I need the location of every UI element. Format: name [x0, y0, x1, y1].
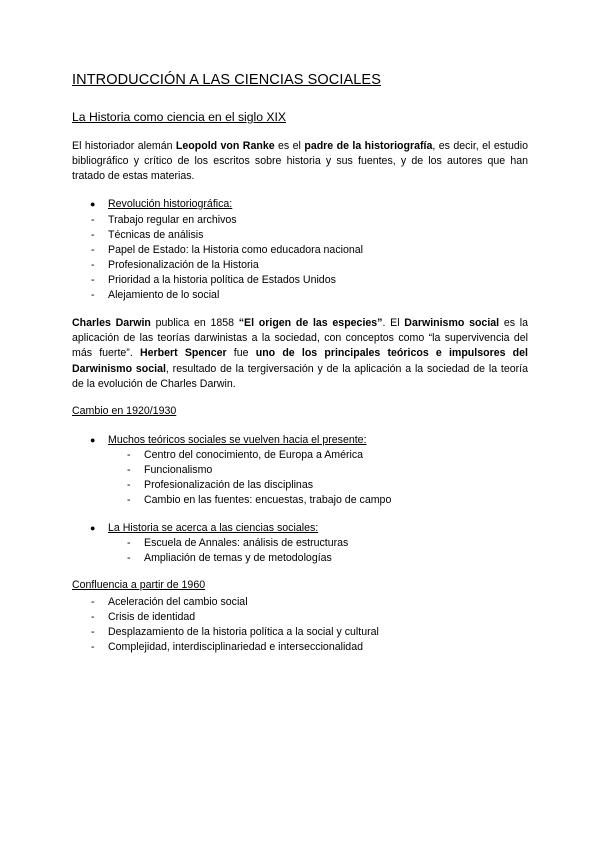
darwin-text-1: publica en 1858 [150, 317, 239, 329]
dash-marker: - [91, 611, 95, 623]
list-item: Complejidad, interdisciplinariedad e interseccionalidad [108, 641, 363, 653]
spencer-name: Herbert Spencer [139, 347, 227, 360]
list-item: Cambio en las fuentes: encuestas, trabajo de campo [144, 494, 392, 506]
intro-text-3: , es decir, el estudio bibliográfico y crítico de los escritos sobre historia y sus fuentes, y de los autores que han tratado de estas materias. [72, 140, 528, 183]
darwinismo-social-term: Darwinismo social [404, 317, 500, 329]
historiografia-term: padre de la historiografía [304, 140, 433, 152]
dash-marker: - [91, 214, 95, 226]
bullet-marker: ● [90, 435, 96, 445]
darwin-text-5: , resultado de la tergiversación y de la aplicación a la sociedad de la teoría de la evolución de Charles Darwin. [72, 362, 528, 390]
dash-marker: - [91, 229, 95, 241]
dash-marker: - [91, 626, 95, 638]
bullet-teoricos: Muchos teóricos sociales se vuelven hacia el presente: [108, 434, 367, 446]
list-item: Técnicas de análisis [108, 229, 204, 241]
section-heading-cambio: Cambio en 1920/1930 [72, 405, 177, 417]
intro-text-2: es el [274, 140, 305, 152]
dash-marker: - [127, 479, 131, 491]
dash-marker: - [127, 464, 131, 476]
section-heading-historia: La Historia como ciencia en el siglo XIX [72, 110, 287, 124]
list-item: Profesionalización de la Historia [108, 259, 259, 271]
darwin-paragraph [72, 316, 528, 392]
darwin-name: Charles Darwin [72, 317, 151, 329]
intro-paragraph [72, 139, 528, 185]
dash-marker: - [91, 274, 95, 286]
darwin-text-2: . El [382, 317, 405, 329]
list-item: Ampliación de temas y de metodologías [144, 552, 332, 564]
dash-marker: - [127, 494, 131, 506]
dash-marker: - [91, 641, 95, 653]
list-item: Papel de Estado: la Historia como educadora nacional [108, 244, 363, 256]
list-item: Profesionalización de las disciplinas [144, 479, 314, 491]
ranke-name: Leopold von Ranke [175, 140, 275, 152]
list-item: Crisis de identidad [108, 611, 196, 623]
dash-marker: - [91, 244, 95, 256]
bullet-historia-ciencias: La Historia se acerca a las ciencias sociales: [108, 522, 319, 534]
list-item: Desplazamiento de la historia política a la social y cultural [108, 626, 379, 638]
spencer-role: uno de los principales teóricos e impulsores del Darwinismo social [72, 347, 528, 375]
bullet-marker: ● [90, 523, 96, 533]
dash-marker: - [127, 449, 131, 461]
darwin-text-4: fue [226, 347, 256, 360]
dash-marker: - [91, 259, 95, 271]
dash-marker: - [91, 596, 95, 608]
list-item: Escuela de Annales: análisis de estructuras [144, 537, 349, 549]
dash-marker: - [127, 552, 131, 564]
document-title: INTRODUCCIÓN A LAS CIENCIAS SOCIALES [72, 72, 381, 88]
list-item: Alejamiento de lo social [108, 289, 220, 301]
list-item: Centro del conocimiento, de Europa a América [144, 449, 364, 461]
dash-marker: - [91, 289, 95, 301]
list-item: Aceleración del cambio social [108, 596, 248, 608]
list-item: Prioridad a la historia política de Estados Unidos [108, 274, 336, 286]
bullet-revolucion: Revolución historiográfica: [108, 198, 233, 210]
bullet-marker: ● [90, 199, 96, 209]
darwin-text-3: es la aplicación de las teorías darwinistas a la sociedad, con conceptos como “la supervivencia del más fuerte”. [72, 317, 528, 360]
intro-text-1: El historiador alemán [72, 140, 176, 152]
list-item: Trabajo regular en archivos [108, 214, 237, 226]
list-item: Funcionalismo [144, 464, 213, 476]
origen-especies: “El origen de las especies” [238, 317, 383, 329]
section-heading-confluencia: Confluencia a partir de 1960 [72, 579, 206, 591]
dash-marker: - [127, 537, 131, 549]
